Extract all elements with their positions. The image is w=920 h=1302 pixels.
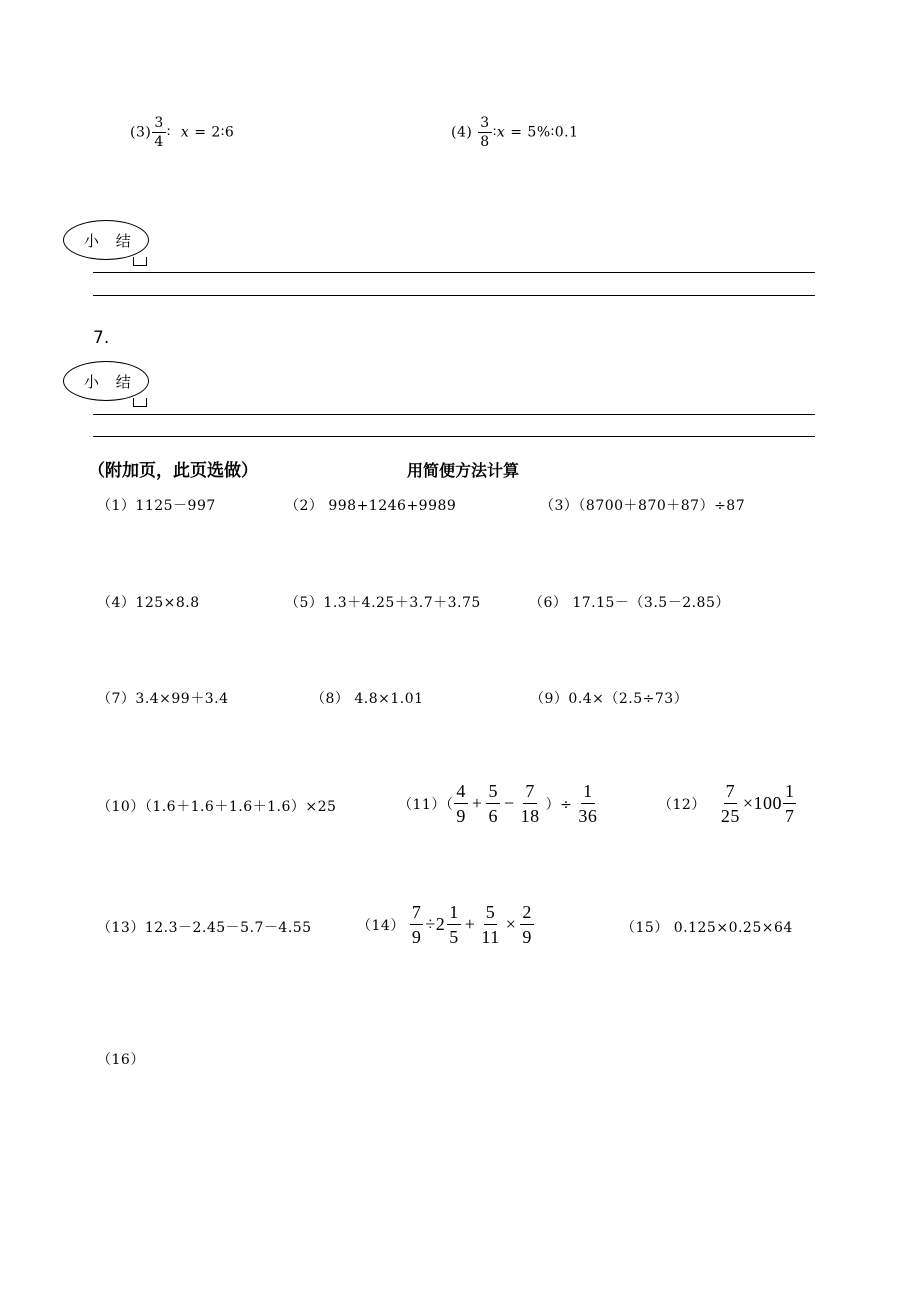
problem-4 — [451, 116, 579, 149]
times-operator: × — [505, 914, 517, 934]
divide-operator: ÷2 — [425, 914, 446, 934]
summary-bubble-tail — [133, 398, 147, 407]
fraction-numerator: 5 — [484, 903, 498, 925]
ratio-colon: ∶ — [166, 124, 171, 141]
ratio-colon: ∶ — [492, 124, 497, 141]
fraction-denominator: 9 — [522, 927, 532, 947]
fraction-denominator: 25 — [720, 806, 740, 826]
fraction-denominator: 11 — [481, 927, 500, 947]
problem-15: （15） 0.125×0.25×64 — [621, 920, 793, 936]
fraction-numerator: 3 — [154, 115, 164, 131]
problem-13: （13）12.3－2.45－5.7－4.55 — [97, 920, 312, 936]
problem-4-number: (4) — [451, 124, 473, 141]
problem-12-label: （12） — [658, 796, 706, 813]
fraction — [519, 782, 542, 825]
plus-operator: + — [464, 914, 476, 934]
problem-4-rest: = 5%∶0.1 — [510, 124, 579, 141]
fraction-numerator: 7 — [523, 782, 537, 804]
fraction-numerator: 5 — [486, 782, 500, 804]
summary-label: 小 结 — [84, 232, 137, 250]
problem-16: （16） — [97, 1052, 145, 1068]
problem-11 — [398, 782, 600, 825]
answer-line — [93, 414, 815, 415]
problem-5: （5）1.3＋4.25＋3.7＋3.75 — [285, 595, 481, 611]
fraction — [486, 782, 500, 825]
problem-8: （8） 4.8×1.01 — [311, 691, 424, 707]
problem-10: （10）（1.6＋1.6＋1.6＋1.6）×25 — [97, 799, 337, 815]
fraction-numerator: 7 — [724, 782, 738, 804]
fraction-denominator: 9 — [411, 927, 422, 947]
fraction-numerator: 1 — [581, 782, 595, 804]
fraction-denominator: 6 — [488, 806, 498, 826]
fraction — [447, 903, 461, 946]
fraction-numerator: 3 — [480, 115, 490, 131]
problem-4-fraction — [478, 116, 491, 149]
summary-label: 小 结 — [84, 373, 137, 391]
problem-9: （9）0.4×（2.5÷73） — [530, 691, 689, 707]
problem-3b: （3）（8700＋870＋87）÷87 — [540, 498, 746, 514]
section-number: 7. — [93, 328, 110, 348]
fraction-denominator: 8 — [480, 134, 490, 150]
fraction — [520, 903, 534, 946]
fraction — [454, 782, 468, 825]
answer-line — [93, 272, 815, 273]
plus-operator: + — [471, 793, 483, 813]
fraction — [719, 782, 742, 825]
problem-14-label: （14） — [357, 917, 405, 934]
fraction — [783, 782, 797, 825]
problem-3-rest: = 2∶6 — [194, 124, 235, 141]
times-operator: ×100 — [742, 793, 782, 813]
fraction-denominator: 4 — [154, 134, 164, 150]
fraction-numerator: 7 — [410, 903, 424, 925]
fraction-denominator: 7 — [784, 806, 795, 826]
problem-3 — [130, 116, 234, 149]
fraction-denominator: 18 — [520, 806, 540, 826]
problem-11-label: （11）（ — [398, 796, 454, 813]
answer-line — [93, 436, 815, 437]
fraction-numerator: 1 — [783, 782, 797, 804]
fraction-numerator: 2 — [520, 903, 534, 925]
close-divide: ）÷ — [545, 796, 573, 813]
section-title: 用简便方法计算 — [407, 461, 520, 480]
problem-1: （1）1125－997 — [97, 498, 216, 514]
fraction-denominator: 36 — [578, 806, 598, 826]
fraction-numerator: 1 — [447, 903, 461, 925]
fraction — [410, 903, 424, 946]
problem-3-fraction — [152, 116, 165, 149]
minus-operator: − — [503, 793, 515, 813]
variable-x: x — [180, 124, 190, 141]
problem-14 — [357, 903, 535, 946]
fraction-denominator: 5 — [449, 927, 459, 947]
problem-7: （7）3.4×99＋3.4 — [97, 691, 229, 707]
problem-2: （2） 998+1246+9989 — [285, 498, 457, 514]
extra-page-heading: （附加页，此页选做） — [88, 461, 258, 481]
fraction-numerator: 4 — [454, 782, 468, 804]
problem-12 — [658, 782, 797, 825]
answer-line — [93, 295, 815, 296]
problem-4b: （4）125×8.8 — [97, 595, 200, 611]
fraction — [576, 782, 599, 825]
fraction — [479, 903, 501, 946]
fraction-denominator: 9 — [456, 806, 466, 826]
problem-6: （6） 17.15－（3.5－2.85） — [529, 595, 730, 611]
problem-3-number: (3) — [130, 124, 152, 141]
variable-x: x — [496, 124, 506, 141]
summary-bubble-tail — [133, 257, 147, 266]
